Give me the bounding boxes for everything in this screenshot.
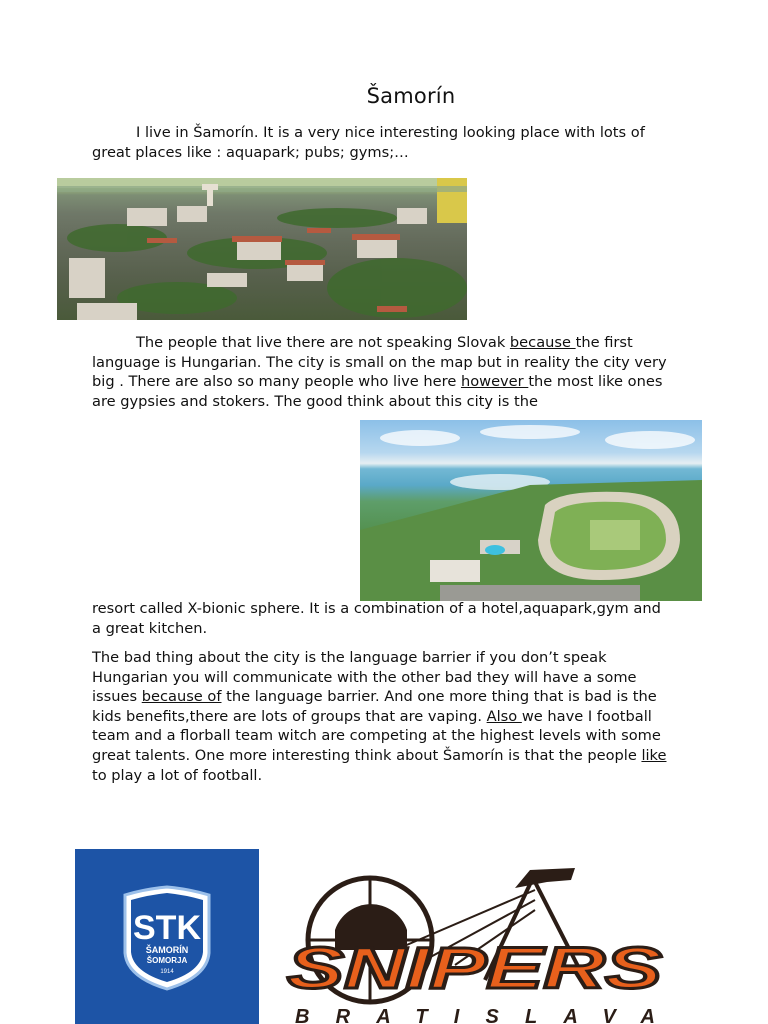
text-segment: we have I football team and a florball team witch are competing at the highest levels with some great talents. One more interesting think about Šamorín is that the people: [92, 707, 661, 764]
stk-samorin-logo: [75, 849, 259, 1024]
underlined-word-like: like: [641, 746, 667, 764]
snipers-logo-city: BRATISLAVA: [295, 1006, 655, 1024]
town-aerial-photo: [57, 178, 467, 320]
underlined-word-because-of: because of: [141, 688, 222, 706]
underlined-word-also: Also: [486, 707, 522, 725]
intro-paragraph: [92, 123, 672, 162]
stk-logo-year: 1914: [160, 969, 174, 975]
page-title: Šamorín: [366, 84, 456, 108]
stk-logo-name: ŠAMORÍN: [145, 945, 189, 955]
intro-text: I live in Šamorín. It is a very nice interesting looking place with lots of great places like : aquapark; pubs; gyms;…: [92, 124, 645, 161]
paragraph-resort: resort called X-bionic sphere. It is a combination of a hotel,aquapark,gym and a great kitchen.: [92, 600, 661, 637]
text-segment: The bad thing about the city is the language barrier if you don’t speak Hungarian you will communicate with the other bad they will have a some issues: [92, 649, 637, 706]
underlined-word-however: however: [460, 373, 529, 391]
paragraph-language: [92, 333, 672, 411]
paragraph-bad-things: [92, 648, 672, 785]
text-segment: the most like ones are gypsies and stokers. The good think about this city is the: [92, 373, 663, 410]
stk-logo-subname: ŠOMORJA: [146, 956, 188, 965]
text-segment: the language barrier. And one more thing that is bad is the kids benefits,there are lots of groups that are vaping.: [92, 688, 657, 725]
underlined-word-because: because: [509, 334, 576, 351]
snipers-bratislava-logo: [285, 860, 670, 1024]
snipers-logo-text: SNIPERS: [287, 936, 663, 1001]
resort-aerial-photo: [360, 420, 702, 601]
text-segment: the first language is Hungarian. The city is small on the map but in reality the city very big . There are also so many people who live here: [92, 334, 667, 391]
text-segment: The people that live there are not speaking Slovak: [136, 334, 510, 351]
stk-logo-letters: STK: [133, 909, 201, 947]
text-segment: to play a lot of football.: [92, 766, 263, 784]
